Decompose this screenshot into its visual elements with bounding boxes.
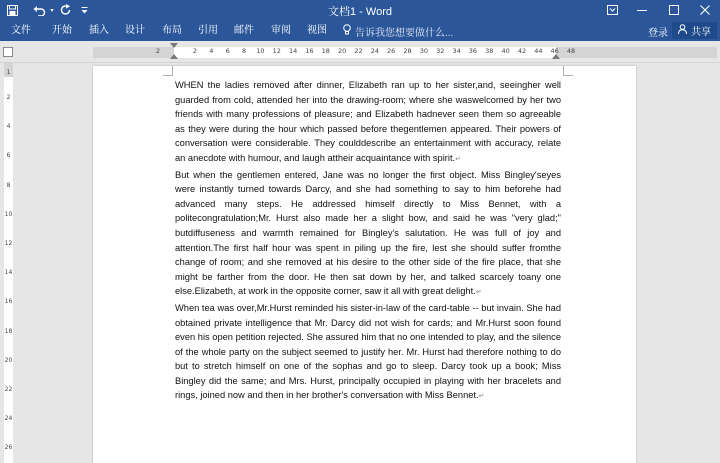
menu-bar — [0, 20, 720, 41]
document-body[interactable] — [175, 78, 561, 405]
paragraph — [175, 168, 561, 301]
tab-review[interactable]: 审阅 — [271, 25, 291, 36]
paragraph — [175, 78, 561, 168]
customize-icon[interactable] — [79, 2, 89, 18]
ruler-tick-label: 8 — [6, 181, 11, 189]
ruler-text-area — [174, 47, 556, 58]
ribbon-display-icon[interactable] — [597, 0, 627, 20]
paragraph-text: But when the gentlemen entered, Jane was no longer the first object. Miss Bingley'seyes were instantly turned towards Darcy, and she had something to say to him beforehe had advanced many steps. He addressed himself directly to Miss Bennet, with a politecongratulation;Mr. Hurst also made her a slight bow, and said he was "very glad;" butdiffuseness and warmth remained for Bingley's salutation. He was full of joy and attention.The first half hour was spent in piling up the fire, lest she should suffer fromthe change of room; and she removed at his desire to the other side of the fire place, that she might be farther from the door. He then sat down by her, and talked scarcely toany one else.Elizabeth, at work in the opposite corner, saw it all with great delight. — [175, 169, 561, 297]
tab-home[interactable]: 开始 — [52, 25, 72, 36]
ruler-tick-label: 30 — [419, 47, 429, 55]
ruler-tick-label: 26 — [4, 444, 13, 452]
ruler-tick-label: 22 — [354, 47, 363, 55]
ruler-tick-label: 14 — [4, 269, 13, 277]
ruler-tick-label: 18 — [321, 47, 330, 55]
paragraph-text: When tea was over,Mr.Hurst reminded his sister-in-law of the card-table -- but invain. She had obtained private intelligence that Mr. Darcy did not wish for cards; and Mr.Hurst soon found even his open petition rejected. She assured him that no one intended to play, and the silence of the whole party on the subject seemed to justify her. Mr. Hurst had therefore nothing to do but to stretch himself on one of the sophas and go to sleep. Darcy took up a book; Miss Bingley did the same; and Mrs. Hurst, principally occupied in playing with her bracelets and rings, joined now and then in her brother's conversation with Miss Bennet. — [175, 302, 561, 401]
ruler-tick-label: 2 — [192, 47, 198, 55]
ruler-tick-label: 12 — [272, 47, 281, 55]
ruler-tick-label: 16 — [4, 298, 13, 306]
paragraph-mark: ↵ — [475, 289, 482, 297]
tab-insert[interactable]: 插入 — [89, 25, 109, 36]
ruler-tick-label: 38 — [485, 47, 494, 55]
ruler-tick-label: 26 — [387, 47, 396, 55]
undo-dropdown-icon[interactable]: ▾ — [50, 7, 54, 14]
ruler-tick-label: 16 — [305, 47, 314, 55]
ruler-tick-label: 36 — [468, 47, 478, 55]
ruler-tick-label: 22 — [4, 386, 13, 393]
ruler-tick-label: 24 — [4, 415, 13, 423]
margin-corner-top-left — [163, 66, 173, 76]
undo-icon[interactable] — [30, 2, 48, 18]
tell-me-box[interactable] — [343, 24, 453, 38]
person-icon — [678, 24, 688, 37]
tab-selector[interactable] — [3, 47, 13, 57]
tell-me-text: 告诉我您想要做什么... — [355, 27, 454, 39]
ruler-tick-label: 32 — [436, 47, 445, 55]
right-indent-marker[interactable] — [552, 54, 560, 59]
paragraph — [175, 301, 561, 405]
paragraph-text: WHEN the ladies removed after dinner, Elizabeth ran up to her sister,and, seeingher well guarded from cold, attended her into the drawing-room; where she waswelcomed by her two friends with many professions of pleasure; and Elizabeth hadnever seen them so agreeable as they were during the hour which passed before thegentlemen appeared. Their powers of conversation were considerable. They coulddescribe an entertainment with accuracy, relate an anecdote with humour, and laugh attheir acquaintance with spirit. — [175, 80, 561, 163]
window-title: 文档1 - Word — [328, 6, 392, 18]
first-line-indent-marker[interactable] — [170, 43, 178, 48]
ruler-tick-label: 2 — [155, 47, 161, 55]
document-page[interactable] — [93, 66, 636, 463]
ruler-tick-label: 20 — [4, 356, 13, 364]
ruler-tick-label: 2 — [6, 94, 11, 101]
ruler-tick-label: 48 — [566, 47, 576, 55]
ruler-tick-label: 6 — [225, 47, 230, 55]
tab-layout[interactable]: 布局 — [162, 25, 182, 36]
tab-references[interactable]: 引用 — [198, 25, 218, 36]
share-button[interactable] — [672, 22, 717, 39]
minimize-icon[interactable] — [627, 0, 657, 20]
ruler-tick-label: 14 — [288, 47, 298, 55]
tab-file[interactable]: 文件 — [11, 25, 31, 36]
close-icon[interactable] — [690, 0, 720, 20]
ruler-tick-label: 4 — [209, 47, 214, 55]
ruler-tick-label: 46 — [550, 47, 559, 55]
paragraph-mark: ↵ — [455, 155, 461, 163]
vertical-ruler[interactable] — [0, 63, 15, 463]
hanging-indent-marker[interactable] — [170, 54, 178, 59]
lightbulb-icon — [343, 24, 351, 38]
ruler-tick-label: 42 — [517, 47, 527, 55]
tab-mailings[interactable]: 邮件 — [234, 25, 254, 36]
restore-icon[interactable] — [659, 0, 689, 20]
ruler-tick-label: 8 — [241, 47, 247, 55]
ruler-tick-label: 1 — [6, 69, 11, 76]
ruler-tick-label: 24 — [370, 47, 379, 55]
margin-corner-top-right — [563, 66, 573, 76]
ruler-tick-label: 44 — [534, 47, 543, 55]
ruler-tick-label: 40 — [501, 47, 510, 55]
login-link[interactable]: 登录 — [648, 28, 668, 39]
ruler-tick-label: 4 — [6, 123, 11, 131]
title-bar — [0, 0, 720, 20]
horizontal-ruler[interactable] — [0, 41, 720, 63]
ruler-tick-label: 28 — [403, 47, 412, 55]
ruler-tick-label: 10 — [4, 210, 13, 218]
ruler-tick-label: 12 — [4, 240, 13, 247]
save-icon[interactable] — [4, 2, 20, 18]
ruler-tick-label: 20 — [338, 47, 347, 55]
tab-view[interactable]: 视图 — [307, 25, 327, 36]
ruler-tick-label: 34 — [452, 47, 461, 55]
paragraph-mark: ↵ — [478, 393, 485, 401]
ruler-tick-label: 10 — [256, 47, 265, 55]
share-label: 共享 — [691, 27, 711, 38]
redo-icon[interactable] — [58, 2, 74, 18]
ruler-tick-label: 18 — [4, 327, 13, 335]
tab-design[interactable]: 设计 — [125, 25, 145, 36]
ruler-tick-label: 6 — [6, 152, 11, 160]
